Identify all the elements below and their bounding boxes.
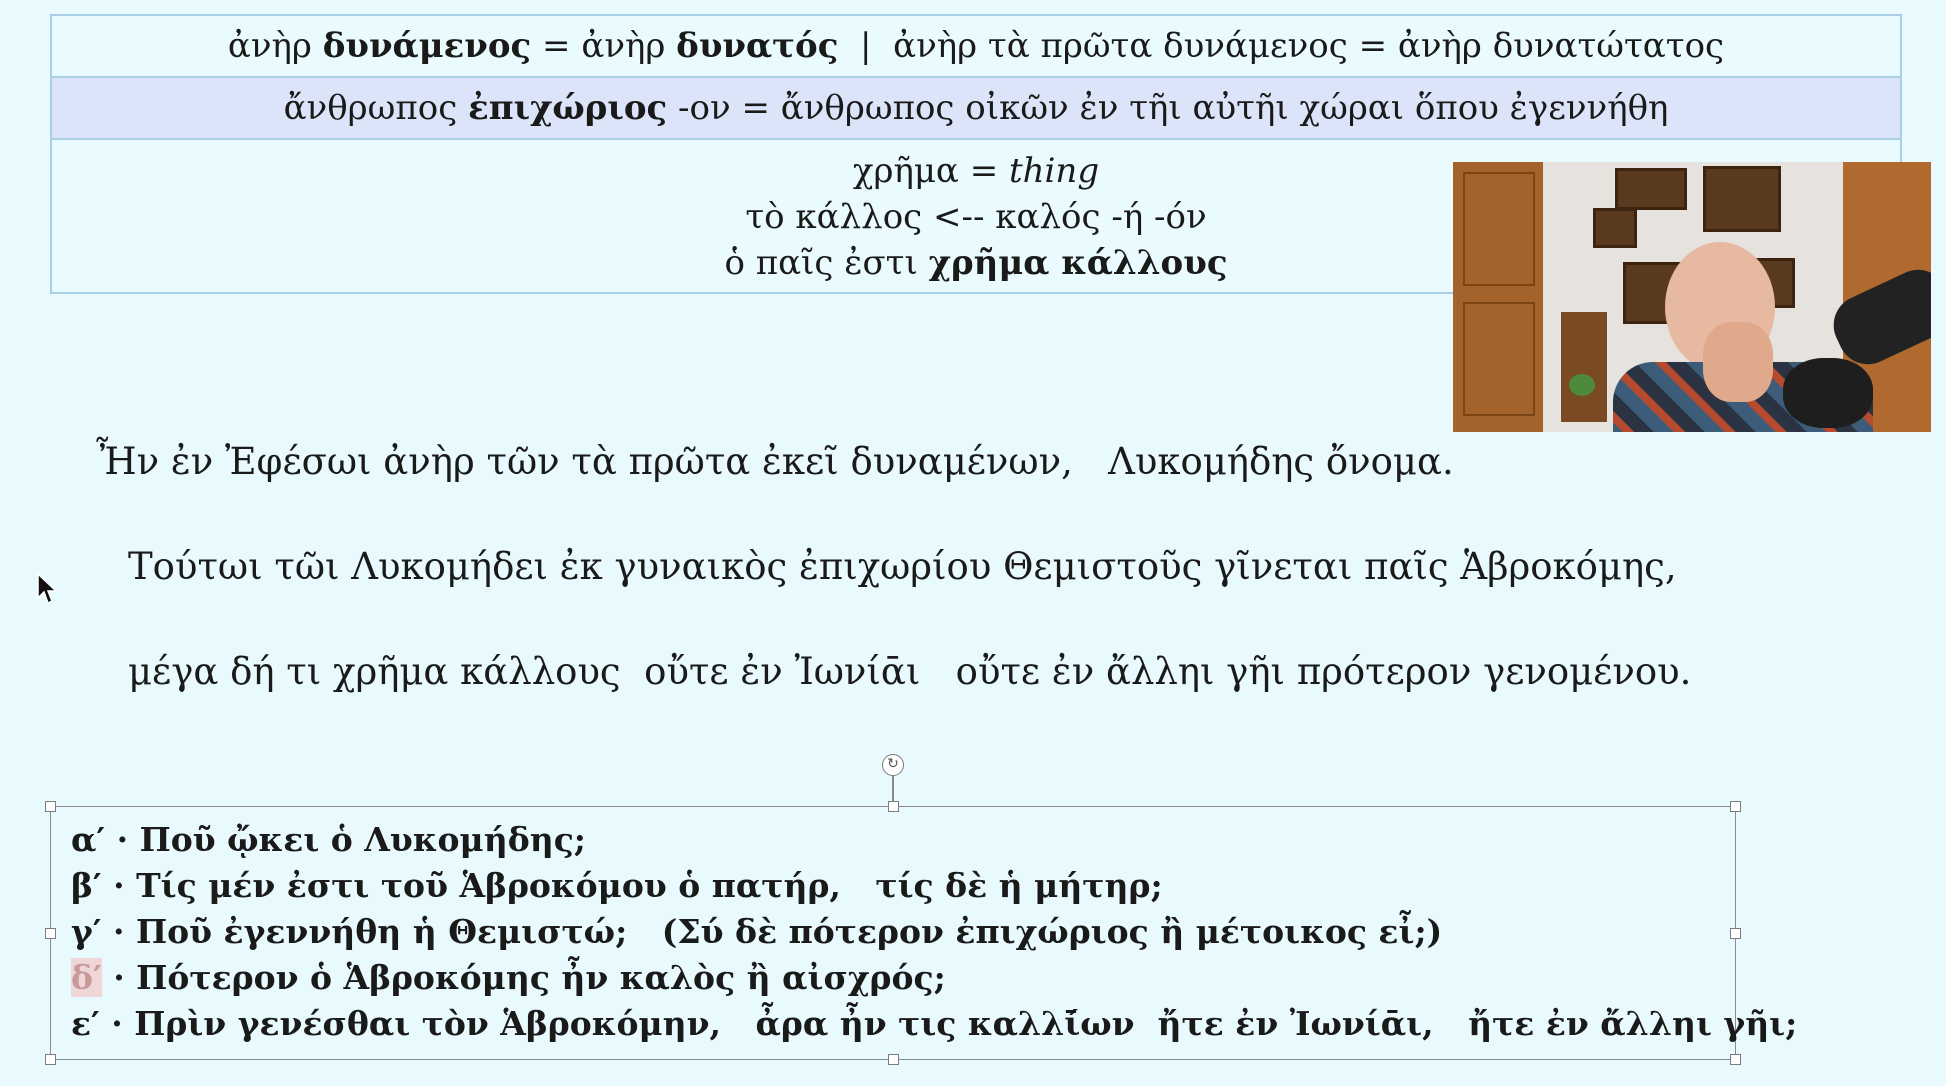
- resize-handle-left[interactable]: [45, 928, 56, 939]
- vocab-text: ἄνθρωπος: [283, 88, 469, 128]
- question-line[interactable]: [71, 909, 1442, 955]
- webcam-picture-frame: [1615, 168, 1687, 210]
- resize-handle-top-right[interactable]: [1730, 801, 1741, 812]
- passage-line: Τούτωι τῶι Λυκομήδει ἐκ γυναικὸς ἐπιχωρίου Θεμιστοῦς γῖνεται παῖς Ἁβροκόμης,: [128, 545, 1677, 588]
- webcam-picture-frame: [1703, 166, 1781, 232]
- question-line[interactable]: [71, 1001, 1797, 1047]
- question-line[interactable]: [71, 817, 586, 863]
- vocab-text: -ον = ἄνθρωπος οἰκῶν ἐν τῆι αὐτῆι χώραι ὅπου ἐγεννήθη: [667, 88, 1669, 128]
- vocab-text: ἀνὴρ: [227, 26, 323, 66]
- question-number: γ′: [71, 912, 102, 951]
- question-text: · Πότερον ὁ Ἁβροκόμης ἦν καλὸς ἢ αἰσχρός;: [101, 958, 946, 997]
- webcam-plant: [1569, 374, 1595, 396]
- resize-handle-right[interactable]: [1730, 928, 1741, 939]
- vocab-line: τὸ κάλλος <-- καλός -ή -όν: [745, 197, 1207, 237]
- webcam-presenter-hand: [1703, 322, 1773, 402]
- vocab-text: ὁ παῖς ἐστι: [724, 243, 929, 283]
- questions-textbox[interactable]: [50, 806, 1798, 1060]
- question-number: α′: [71, 820, 106, 859]
- rotate-handle-icon[interactable]: ↻: [882, 754, 904, 776]
- question-number: ε′: [71, 1004, 100, 1043]
- webcam-shelf: [1561, 312, 1607, 422]
- webcam-picture-frame: [1593, 208, 1637, 248]
- resize-handle-top-left[interactable]: [45, 801, 56, 812]
- vocab-text: = ἀνὴρ: [531, 26, 677, 66]
- question-text: · Πρὶν γενέσθαι τὸν Ἁβροκόμην, ἆρα ἦν τις καλλῑ́ων ἤτε ἐν Ἰωνίᾱι, ἤτε ἐν ἄλληι γῆι;: [99, 1004, 1798, 1043]
- vocab-text: ἀνὴρ τὰ πρῶτα δυνάμενος = ἀνὴρ δυνατώτατος: [893, 26, 1725, 66]
- resize-handle-bottom[interactable]: [888, 1054, 899, 1065]
- resize-handle-bottom-left[interactable]: [45, 1054, 56, 1065]
- webcam-microphone: [1783, 358, 1873, 428]
- vocab-row-epichorios: [52, 76, 1900, 138]
- passage-line: Ἦν ἐν Ἐφέσωι ἀνὴρ τῶν τὰ πρῶτα ἐκεῖ δυναμένων, Λυκομήδης ὄνομα.: [96, 440, 1454, 483]
- question-line[interactable]: [71, 955, 946, 1001]
- vocab-text: χρῆμα =: [852, 151, 1009, 191]
- vocab-row-dynamenos: [52, 16, 1900, 76]
- vocab-bold-term: δυνάμενος: [322, 26, 532, 66]
- resize-handle-bottom-right[interactable]: [1730, 1054, 1741, 1065]
- question-text: · Τίς μέν ἐστι τοῦ Ἁβροκόμου ὁ πατήρ, τίς δὲ ἡ μήτηρ;: [101, 866, 1163, 905]
- vocab-separator: |: [838, 26, 894, 66]
- webcam-video: [1453, 162, 1931, 432]
- question-number-highlighted: δ′: [71, 958, 102, 997]
- question-text: · Ποῦ ἐγεννήθη ἡ Θεμιστώ; (Σύ δὲ πότερον ἐπιχώριος ἢ μέτοικος εἶ;): [101, 912, 1443, 951]
- resize-handle-top[interactable]: [888, 801, 899, 812]
- question-number: β′: [71, 866, 102, 905]
- arrow-cursor-icon: [36, 572, 60, 606]
- question-text: · Ποῦ ᾤκει ὁ Λυκομήδης;: [105, 820, 586, 859]
- vocab-bold-term: ἐπιχώριος: [468, 88, 668, 128]
- vocab-bold-term: χρῆμα κάλλους: [928, 243, 1228, 283]
- vocab-bold-term: δυνατός: [676, 26, 839, 66]
- question-line[interactable]: [71, 863, 1163, 909]
- vocab-italic-gloss: thing: [1009, 151, 1100, 191]
- webcam-door: [1453, 162, 1543, 432]
- passage-line: μέγα δή τι χρῆμα κάλλους οὔτε ἐν Ἰωνίᾱι οὔτε ἐν ἄλληι γῆι πρότερον γενομένου.: [128, 650, 1692, 693]
